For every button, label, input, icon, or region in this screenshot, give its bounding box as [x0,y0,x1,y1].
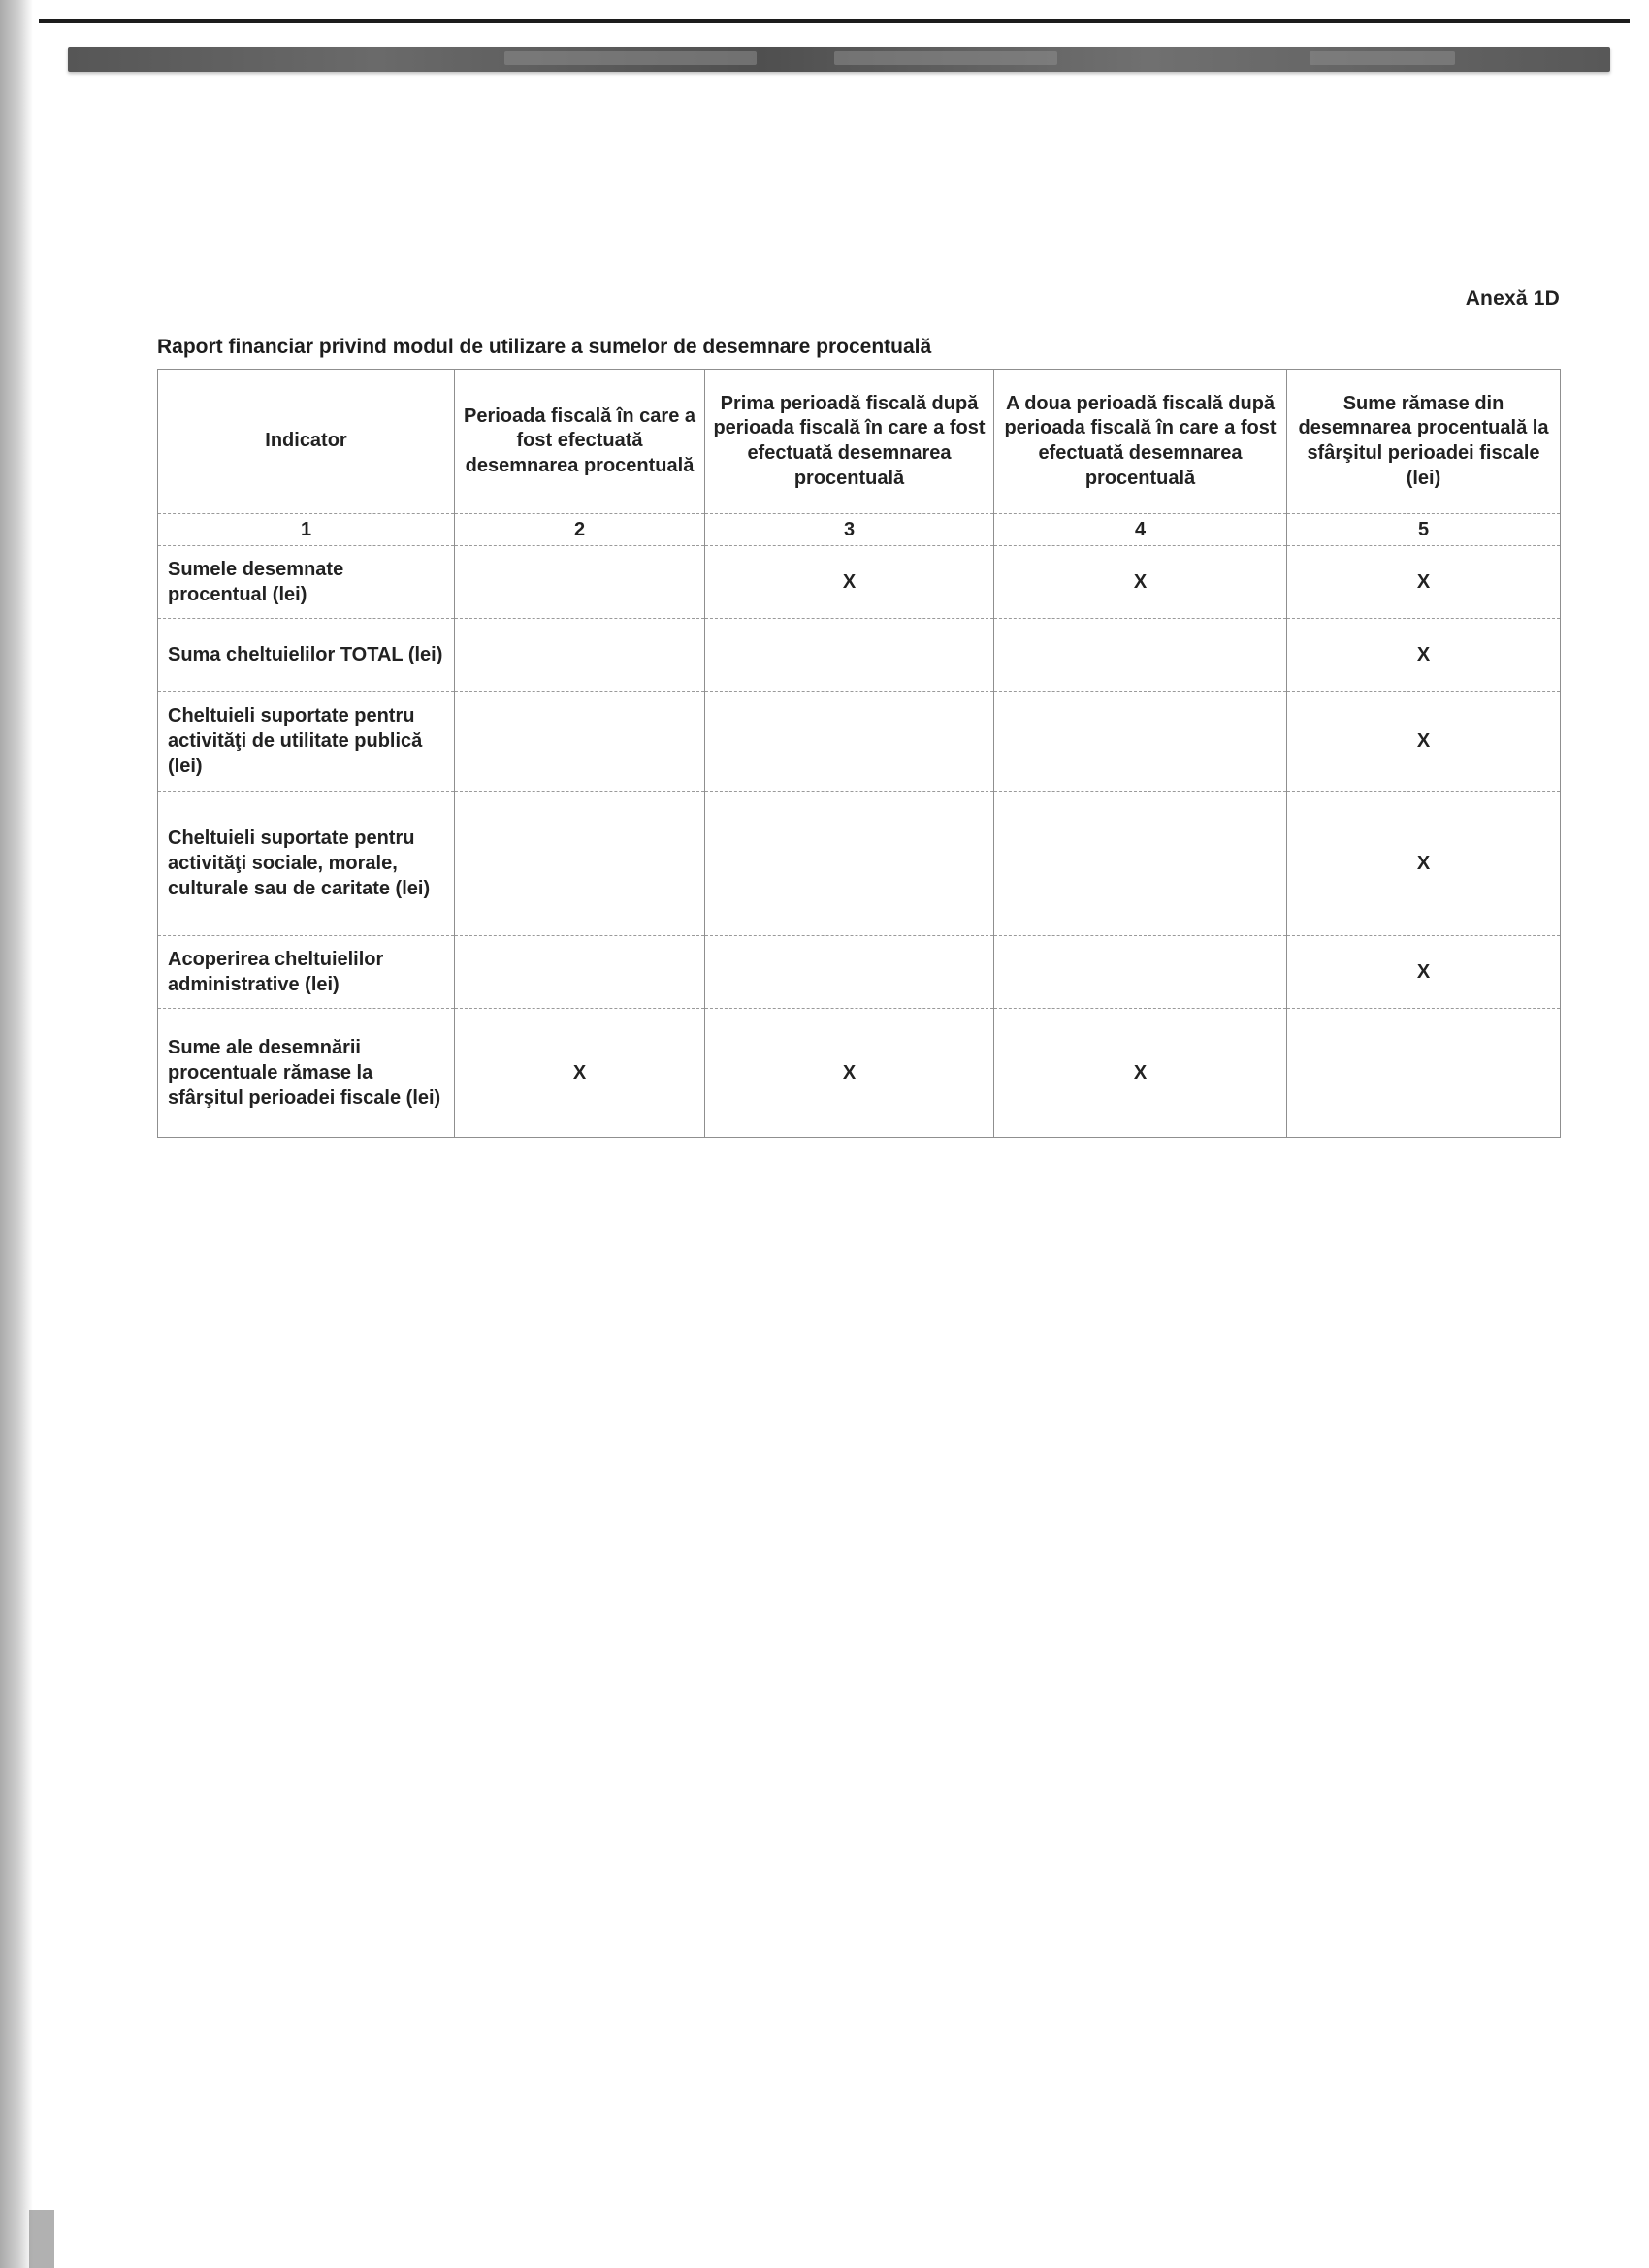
scanner-edge-strip [0,0,33,2268]
row-indicator: Acoperirea cheltuielilor administrative (lei) [158,936,455,1009]
annex-label: Anexă 1D [1465,287,1560,309]
column-header-first-period: Prima perioadă fiscală după perioada fiscală în care a fost efectuată desemnarea procentuală [705,370,994,514]
table-row [158,546,1561,619]
row-cell [705,936,994,1009]
row-cell: X [455,1009,705,1138]
report-table [157,369,1561,1138]
table-row [158,692,1561,792]
row-cell [455,936,705,1009]
row-cell [705,692,994,792]
column-numbers-row [158,514,1561,546]
column-number: 3 [705,514,994,546]
row-cell [455,692,705,792]
row-cell [705,619,994,692]
row-cell [705,792,994,936]
scan-top-line [39,19,1630,23]
header-row [158,370,1561,514]
document-page [157,287,1560,1138]
row-cell [994,936,1287,1009]
column-header-period: Perioada fiscală în care a fost efectuată desemnarea procentuală [455,370,705,514]
row-cell [994,792,1287,936]
scan-bottom-mark [29,2210,54,2268]
row-cell: X [1287,936,1561,1009]
row-cell [994,692,1287,792]
scan-smudge [1310,51,1455,65]
row-cell [994,619,1287,692]
row-indicator: Cheltuieli suportate pentru activităţi de utilitate publică (lei) [158,692,455,792]
row-cell: X [1287,692,1561,792]
row-cell [455,619,705,692]
column-number: 2 [455,514,705,546]
table-row [158,1009,1561,1138]
column-header-indicator: Indicator [158,370,455,514]
column-number: 5 [1287,514,1561,546]
table-row [158,936,1561,1009]
table-row [158,792,1561,936]
scan-smudge [834,51,1057,65]
column-number: 4 [994,514,1287,546]
scan-top-band [68,47,1610,72]
column-header-second-period: A doua perioadă fiscală după perioada fiscală în care a fost efectuată desemnarea procentuală [994,370,1287,514]
column-header-remaining: Sume rămase din desemnarea procentuală la sfârşitul perioadei fiscale (lei) [1287,370,1561,514]
row-indicator: Sume ale desemnării procentuale rămase la sfârşitul perioadei fiscale (lei) [158,1009,455,1138]
row-cell [455,792,705,936]
row-cell: X [705,546,994,619]
row-indicator: Suma cheltuielilor TOTAL (lei) [158,619,455,692]
page-title: Raport financiar privind modul de utilizare a sumelor de desemnare procentuală [157,336,932,358]
row-indicator: Cheltuieli suportate pentru activităţi sociale, morale, culturale sau de caritate (lei) [158,792,455,936]
row-indicator: Sumele desemnate procentual (lei) [158,546,455,619]
row-cell [455,546,705,619]
row-cell [1287,1009,1561,1138]
row-cell: X [994,1009,1287,1138]
table-row [158,619,1561,692]
column-number: 1 [158,514,455,546]
row-cell: X [1287,546,1561,619]
row-cell: X [1287,619,1561,692]
row-cell: X [705,1009,994,1138]
scan-smudge [504,51,757,65]
row-cell: X [1287,792,1561,936]
row-cell: X [994,546,1287,619]
